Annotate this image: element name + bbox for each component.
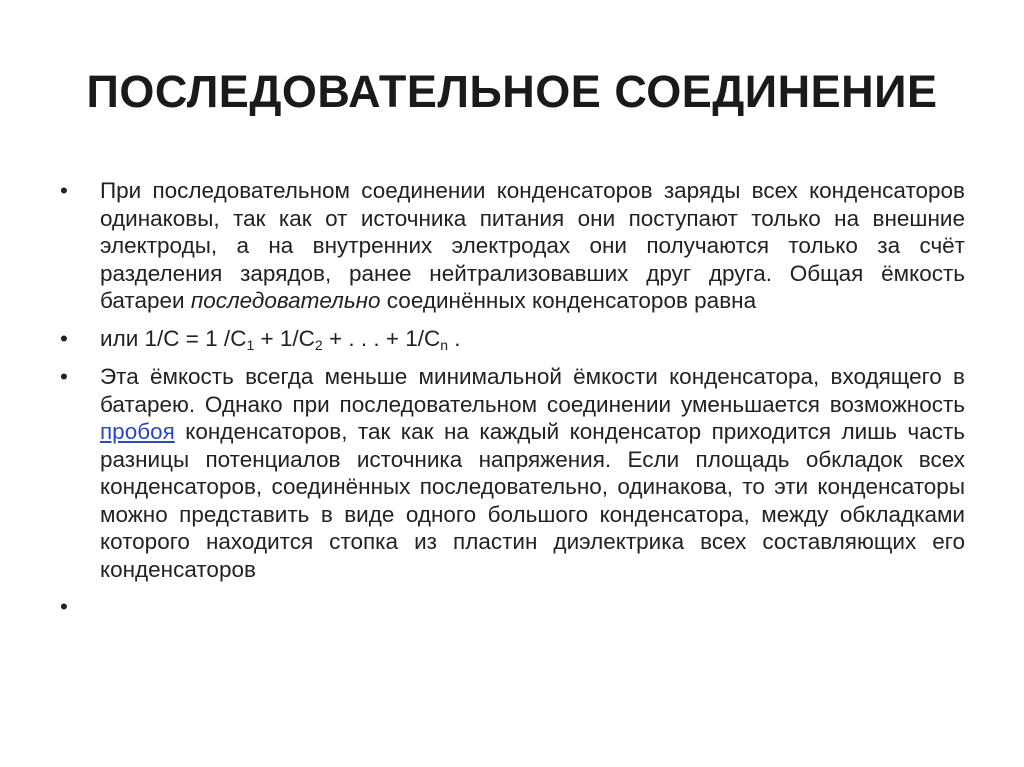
slide-title: ПОСЛЕДОВАТЕЛЬНОЕ СОЕДИНЕНИЕ	[86, 66, 938, 117]
bullet-icon: •	[60, 178, 68, 203]
formula-subscript: 2	[314, 336, 323, 353]
bullet-text: При последовательном соединении конденсаторов заряды всех конденсаторов одинаковы, так как от источника питания они поступают только на внешние электроды, а на внутренних электродах они получаются только за счёт разделения зарядов, ранее нейтрализовавших друг друга. Общая ёмкость батареи	[100, 178, 965, 313]
bullet-icon: •	[60, 594, 68, 619]
bullet-text: конденсаторов, так как на каждый конденсатор приходится лишь часть разницы потенциалов источника напряжения. Если площадь обкладок всех конденсаторов, соединённых последовательно, одинакова, то эти конденсаторы можно представить в виде одного большого конденсатора, между обкладками которого находится стопка из пластин диэлектрика всех составляющих его конденсаторов	[100, 419, 965, 582]
bullet-item-formula	[60, 325, 965, 353]
bullet-item-empty	[60, 593, 965, 621]
formula-text: .	[448, 325, 461, 351]
slide-content	[60, 177, 965, 621]
bullet-item-capacity-note	[60, 363, 965, 583]
bullet-text-italic: последовательно	[190, 288, 381, 313]
bullet-text: соединённых конденсаторов равна	[380, 288, 757, 313]
breakdown-link[interactable]: пробоя	[100, 419, 175, 444]
bullet-icon: •	[60, 364, 68, 389]
bullet-icon: •	[60, 325, 68, 351]
formula-text: или 1/C = 1 /C	[100, 325, 247, 351]
bullet-text	[100, 594, 106, 619]
formula-text: + . . . + 1/C	[322, 325, 441, 351]
formula-subscript: n	[440, 336, 449, 353]
formula-text: + 1/C	[254, 325, 315, 351]
bullet-item-series-explanation	[60, 177, 965, 315]
bullet-text: Эта ёмкость всегда меньше минимальной ёмкости конденсатора, входящего в батарею. Однако при последовательном соединении уменьшается возможность	[100, 364, 965, 417]
formula-subscript: 1	[246, 336, 255, 353]
